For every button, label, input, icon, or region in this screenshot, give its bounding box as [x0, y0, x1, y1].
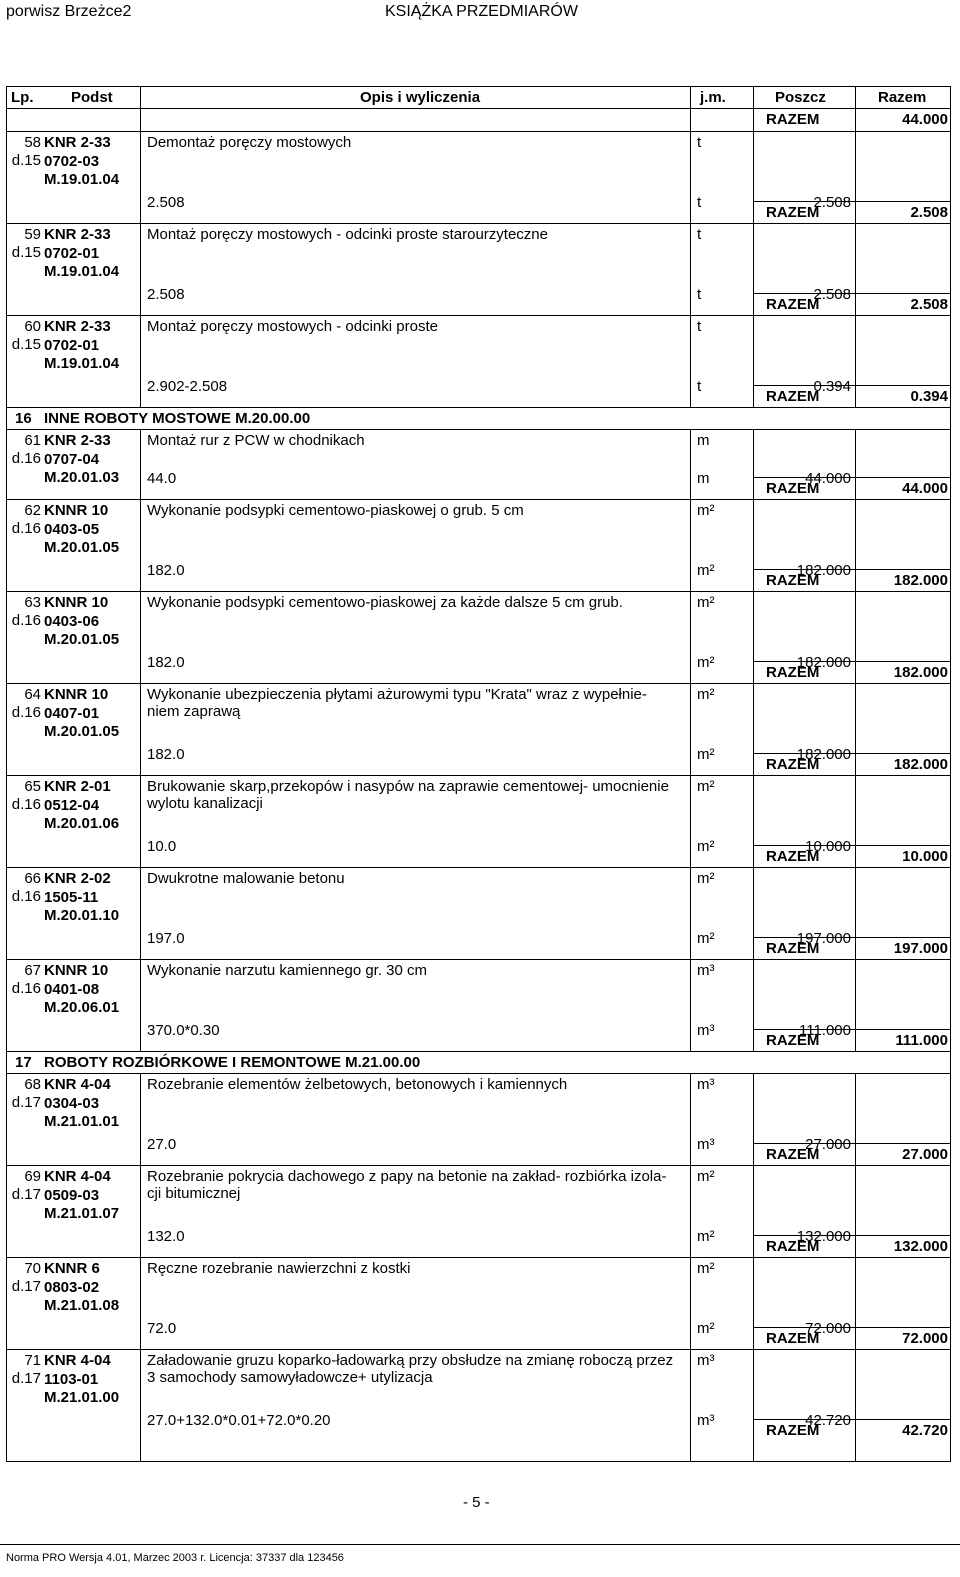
basis-spec: M.20.01.05	[44, 723, 120, 740]
item-basis	[44, 226, 139, 282]
razem-value: 10.000	[902, 848, 948, 865]
basis-catalog: KNR 2-33	[44, 432, 111, 449]
item-description	[147, 318, 692, 335]
razem-row	[753, 937, 950, 959]
item-section-ref: d.16	[11, 612, 41, 629]
przedmiar-item	[7, 499, 950, 579]
item-unit: m²	[697, 778, 715, 795]
basis-position: 0401-08	[44, 980, 100, 998]
razem-label: RAZEM	[766, 664, 820, 681]
item-basis	[44, 686, 139, 742]
przedmiar-item	[7, 223, 950, 303]
razem-label: RAZEM	[766, 848, 820, 865]
razem-label: RAZEM	[766, 1422, 820, 1439]
item-calculation: 44.0	[147, 470, 177, 487]
razem-label: RAZEM	[766, 111, 820, 128]
item-calc-unit: m³	[697, 1412, 715, 1429]
razem-row	[753, 1029, 950, 1051]
item-number: 61	[24, 432, 41, 449]
razem-label: RAZEM	[766, 480, 820, 497]
column-divider	[140, 87, 141, 1461]
item-section-ref: d.16	[11, 520, 41, 537]
basis-catalog: KNR 4-04	[44, 1352, 111, 1369]
item-calc-unit: m²	[697, 1320, 715, 1337]
basis-position: 0707-04	[44, 450, 100, 468]
razem-row	[753, 1143, 950, 1165]
item-partial-value: 27.000	[805, 1136, 851, 1153]
column-header-lp: Lp.	[11, 89, 34, 106]
description-line: Wykonanie podsypki cementowo-piaskowej za każde dalsze 5 cm grub.	[147, 594, 623, 611]
basis-spec: M.19.01.04	[44, 171, 120, 188]
item-calculation: 182.0	[147, 654, 185, 671]
item-partial-value: 111.000	[799, 1022, 851, 1039]
przedmiar-item	[7, 1073, 950, 1153]
table-header	[7, 87, 950, 109]
basis-catalog: KNR 2-01	[44, 778, 111, 795]
item-number: 58	[24, 134, 41, 151]
basis-position: 1103-01	[44, 1370, 99, 1388]
item-description	[147, 502, 692, 519]
item-partial-value: 2.508	[813, 286, 851, 303]
item-description	[147, 226, 692, 243]
basis-position: 0403-06	[44, 612, 100, 630]
item-unit: t	[697, 226, 702, 243]
item-description	[147, 432, 692, 449]
description-line: Rozebranie pokrycia dachowego z papy na betonie na zakład- rozbiórka izola-	[147, 1168, 667, 1185]
item-partial-value: 0.394	[813, 378, 851, 395]
item-partial-value: 182.000	[796, 562, 851, 579]
item-basis	[44, 594, 139, 650]
razem-label: RAZEM	[766, 756, 820, 773]
item-calc-unit: m³	[697, 1136, 715, 1153]
item-calculation: 2.902-2.508	[147, 378, 228, 395]
item-unit: m³	[697, 1352, 715, 1369]
razem-value: 182.000	[893, 664, 948, 681]
basis-position: 0403-05	[44, 520, 100, 538]
item-calculation: 27.0	[147, 1136, 177, 1153]
basis-catalog: KNR 4-04	[44, 1076, 111, 1093]
column-divider	[690, 87, 691, 1461]
description-line: Demontaż poręczy mostowych	[147, 134, 352, 151]
przedmiar-item	[7, 683, 950, 763]
item-calc-unit: t	[697, 194, 702, 211]
razem-row	[753, 201, 950, 223]
przedmiar-item	[7, 131, 950, 211]
razem-label: RAZEM	[766, 1238, 820, 1255]
basis-position: 0304-03	[44, 1094, 100, 1112]
item-calculation: 27.0+132.0*0.01+72.0*0.20	[147, 1412, 331, 1429]
item-basis	[44, 778, 139, 834]
section-title: INNE ROBOTY MOSTOWE M.20.00.00	[44, 410, 311, 427]
basis-position: 0509-03	[44, 1186, 100, 1204]
przedmiar-item	[7, 591, 950, 671]
basis-catalog: KNNR 10	[44, 686, 109, 703]
item-number: 67	[24, 962, 41, 979]
item-calculation: 197.0	[147, 930, 185, 947]
item-calc-unit: m²	[697, 746, 715, 763]
item-calculation: 370.0*0.30	[147, 1022, 220, 1039]
section-number: 16	[15, 410, 32, 427]
razem-row	[753, 1327, 950, 1349]
razem-value: 111.000	[895, 1032, 948, 1049]
item-description	[147, 134, 692, 151]
item-section-ref: d.15	[11, 244, 41, 261]
basis-spec: M.21.01.01	[44, 1113, 120, 1130]
item-calc-unit: t	[697, 286, 702, 303]
description-line: niem zaprawą	[147, 703, 241, 720]
razem-row	[753, 753, 950, 775]
razem-value: 197.000	[893, 940, 948, 957]
przedmiar-item	[7, 1257, 950, 1337]
item-partial-value: 10.000	[805, 838, 851, 855]
item-number: 62	[24, 502, 41, 519]
item-number: 60	[24, 318, 41, 335]
razem-value: 44.000	[902, 111, 948, 128]
item-calc-unit: m³	[697, 1022, 715, 1039]
item-section-ref: d.17	[11, 1186, 41, 1203]
item-description	[147, 962, 692, 979]
item-description	[147, 1076, 692, 1093]
przedmiar-item	[7, 867, 950, 947]
item-section-ref: d.16	[11, 796, 41, 813]
razem-label: RAZEM	[766, 940, 820, 957]
razem-row	[753, 109, 950, 131]
razem-label: RAZEM	[766, 1330, 820, 1347]
item-calc-unit: t	[697, 378, 702, 395]
razem-row	[753, 661, 950, 683]
item-number: 66	[24, 870, 41, 887]
item-calculation: 2.508	[147, 286, 185, 303]
item-description	[147, 1260, 692, 1277]
razem-label: RAZEM	[766, 1032, 820, 1049]
page-number: - 5 -	[463, 1494, 490, 1511]
przedmiar-item	[7, 315, 950, 395]
item-description	[147, 778, 692, 812]
item-number: 63	[24, 594, 41, 611]
razem-label: RAZEM	[766, 572, 820, 589]
razem-value: 44.000	[902, 480, 948, 497]
item-number: 65	[24, 778, 41, 795]
razem-value: 132.000	[893, 1238, 948, 1255]
item-basis	[44, 1076, 139, 1132]
razem-row	[753, 569, 950, 591]
item-basis	[44, 870, 139, 926]
item-section-ref: d.17	[11, 1094, 41, 1111]
razem-value: 42.720	[902, 1422, 948, 1439]
basis-catalog: KNR 4-04	[44, 1168, 111, 1185]
header-project-name: porwisz Brzeżce2	[6, 3, 132, 20]
basis-position: 0702-03	[44, 152, 100, 170]
item-number: 71	[24, 1352, 41, 1369]
razem-label: RAZEM	[766, 204, 820, 221]
basis-catalog: KNR 2-33	[44, 226, 111, 243]
razem-row	[753, 1235, 950, 1257]
basis-position: 0512-04	[44, 796, 100, 814]
item-calc-unit: m²	[697, 838, 715, 855]
item-calc-unit: m	[697, 470, 710, 487]
item-unit: t	[697, 134, 702, 151]
item-calc-unit: m²	[697, 562, 715, 579]
item-partial-value: 42.720	[805, 1412, 851, 1429]
footer-divider	[0, 1544, 960, 1545]
section-header	[7, 407, 950, 429]
razem-row	[753, 845, 950, 867]
item-basis	[44, 432, 139, 488]
item-number: 69	[24, 1168, 41, 1185]
description-line: Rozebranie elementów żelbetowych, betonowych i kamiennych	[147, 1076, 568, 1093]
item-partial-value: 182.000	[796, 654, 851, 671]
basis-position: 0702-01	[44, 336, 100, 354]
description-line: wylotu kanalizacji	[147, 795, 263, 812]
item-calc-unit: m²	[697, 1228, 715, 1245]
razem-value: 27.000	[902, 1146, 948, 1163]
section-header	[7, 1051, 950, 1073]
przedmiar-item	[7, 1165, 950, 1245]
razem-value: 0.394	[910, 388, 948, 405]
section-number: 17	[15, 1054, 32, 1071]
item-unit: m²	[697, 1168, 715, 1185]
basis-spec: M.20.06.01	[44, 999, 120, 1016]
description-line: Montaż rur z PCW w chodnikach	[147, 432, 365, 449]
item-partial-value: 197.000	[796, 930, 851, 947]
item-basis	[44, 1352, 139, 1408]
item-number: 68	[24, 1076, 41, 1093]
item-calculation: 182.0	[147, 746, 185, 763]
item-unit: m²	[697, 1260, 715, 1277]
item-number: 70	[24, 1260, 41, 1277]
column-header-jm: j.m.	[700, 89, 726, 106]
item-unit: m	[697, 432, 710, 449]
basis-spec: M.21.01.08	[44, 1297, 120, 1314]
item-calc-unit: m²	[697, 654, 715, 671]
description-line: Załadowanie gruzu koparko-ładowarką przy obsłudze na zmianę roboczą przez	[147, 1352, 674, 1369]
razem-label: RAZEM	[766, 388, 820, 405]
basis-spec: M.20.01.06	[44, 815, 120, 832]
item-description	[147, 686, 692, 720]
basis-position: 0702-01	[44, 244, 100, 262]
razem-value: 182.000	[893, 572, 948, 589]
razem-row	[753, 1419, 950, 1441]
basis-spec: M.20.01.05	[44, 631, 120, 648]
basis-spec: M.20.01.10	[44, 907, 120, 924]
item-unit: m²	[697, 502, 715, 519]
item-partial-value: 132.000	[796, 1228, 851, 1245]
item-description	[147, 870, 692, 887]
description-line: Montaż poręczy mostowych - odcinki proste starourzyteczne	[147, 226, 548, 243]
basis-catalog: KNNR 10	[44, 502, 109, 519]
razem-row	[753, 293, 950, 315]
description-line: 3 samochody samowyładowcze+ utylizacja	[147, 1369, 433, 1386]
razem-value: 2.508	[910, 204, 948, 221]
item-section-ref: d.17	[11, 1370, 41, 1387]
item-section-ref: d.15	[11, 336, 41, 353]
item-section-ref: d.16	[11, 704, 41, 721]
item-calculation: 10.0	[147, 838, 177, 855]
section-title: ROBOTY ROZBIÓRKOWE I REMONTOWE M.21.00.00	[44, 1054, 421, 1071]
item-calculation: 182.0	[147, 562, 185, 579]
basis-spec: M.19.01.04	[44, 263, 120, 280]
razem-row	[753, 477, 950, 499]
basis-position: 1505-11	[44, 888, 99, 906]
przedmiar-item	[7, 775, 950, 855]
description-line: Wykonanie narzutu kamiennego gr. 30 cm	[147, 962, 428, 979]
basis-spec: M.21.01.00	[44, 1389, 120, 1406]
item-basis	[44, 1260, 139, 1316]
basis-catalog: KNR 2-33	[44, 134, 111, 151]
item-section-ref: d.16	[11, 888, 41, 905]
description-line: Dwukrotne malowanie betonu	[147, 870, 345, 887]
razem-value: 2.508	[910, 296, 948, 313]
item-partial-value: 44.000	[805, 470, 851, 487]
item-unit: m³	[697, 962, 715, 979]
column-header-poszcz: Poszcz	[775, 89, 826, 106]
basis-position: 0407-01	[44, 704, 100, 722]
item-description	[147, 594, 692, 611]
razem-value: 182.000	[893, 756, 948, 773]
column-header-podst: Podst	[71, 89, 113, 106]
item-section-ref: d.15	[11, 152, 41, 169]
item-number: 59	[24, 226, 41, 243]
item-calculation: 72.0	[147, 1320, 177, 1337]
basis-catalog: KNNR 10	[44, 594, 109, 611]
column-header-opis: Opis i wyliczenia	[360, 89, 481, 106]
description-line: Ręczne rozebranie nawierzchni z kostki	[147, 1260, 411, 1277]
item-partial-value: 72.000	[805, 1320, 851, 1337]
item-basis	[44, 962, 139, 1018]
basis-catalog: KNNR 10	[44, 962, 109, 979]
item-section-ref: d.16	[11, 450, 41, 467]
item-section-ref: d.17	[11, 1278, 41, 1295]
razem-row	[753, 385, 950, 407]
basis-spec: M.21.01.07	[44, 1205, 120, 1222]
item-calculation: 2.508	[147, 194, 185, 211]
item-unit: m³	[697, 1076, 715, 1093]
przedmiar-item	[7, 1349, 950, 1429]
description-line: Brukowanie skarp,przekopów i nasypów na zaprawie cementowej- umocnienie	[147, 778, 669, 795]
description-line: Wykonanie podsypki cementowo-piaskowej o grub. 5 cm	[147, 502, 524, 519]
przedmiar-item	[7, 429, 950, 487]
description-line: Wykonanie ubezpieczenia płytami ażurowymi typu "Krata" wraz z wypełnie-	[147, 686, 647, 703]
razem-label: RAZEM	[766, 1146, 820, 1163]
item-calculation: 132.0	[147, 1228, 185, 1245]
item-unit: m²	[697, 686, 715, 703]
item-unit: t	[697, 318, 702, 335]
item-section-ref: d.16	[11, 980, 41, 997]
description-line: Montaż poręczy mostowych - odcinki proste	[147, 318, 438, 335]
item-basis	[44, 502, 139, 558]
basis-spec: M.20.01.03	[44, 469, 120, 486]
razem-label: RAZEM	[766, 296, 820, 313]
header-document-title: KSIĄŻKA PRZEDMIARÓW	[385, 3, 578, 20]
item-number: 64	[24, 686, 41, 703]
razem-value: 72.000	[902, 1330, 948, 1347]
basis-catalog: KNR 2-33	[44, 318, 111, 335]
item-description	[147, 1352, 692, 1386]
item-partial-value: 2.508	[813, 194, 851, 211]
basis-position: 0803-02	[44, 1278, 100, 1296]
basis-spec: M.20.01.05	[44, 539, 120, 556]
basis-catalog: KNNR 6	[44, 1260, 100, 1277]
item-basis	[44, 134, 139, 190]
item-unit: m²	[697, 594, 715, 611]
basis-catalog: KNR 2-02	[44, 870, 111, 887]
przedmiar-item	[7, 959, 950, 1039]
item-description	[147, 1168, 692, 1202]
column-header-razem: Razem	[878, 89, 927, 106]
item-unit: m²	[697, 870, 715, 887]
item-basis	[44, 1168, 139, 1224]
item-calc-unit: m²	[697, 930, 715, 947]
footer-license: Norma PRO Wersja 4.01, Marzec 2003 r. Licencja: 37337 dla 123456	[6, 1552, 344, 1564]
basis-spec: M.19.01.04	[44, 355, 120, 372]
item-partial-value: 182.000	[796, 746, 851, 763]
description-line: cji bitumicznej	[147, 1185, 241, 1202]
przedmiar-table	[6, 86, 951, 1462]
item-basis	[44, 318, 139, 374]
